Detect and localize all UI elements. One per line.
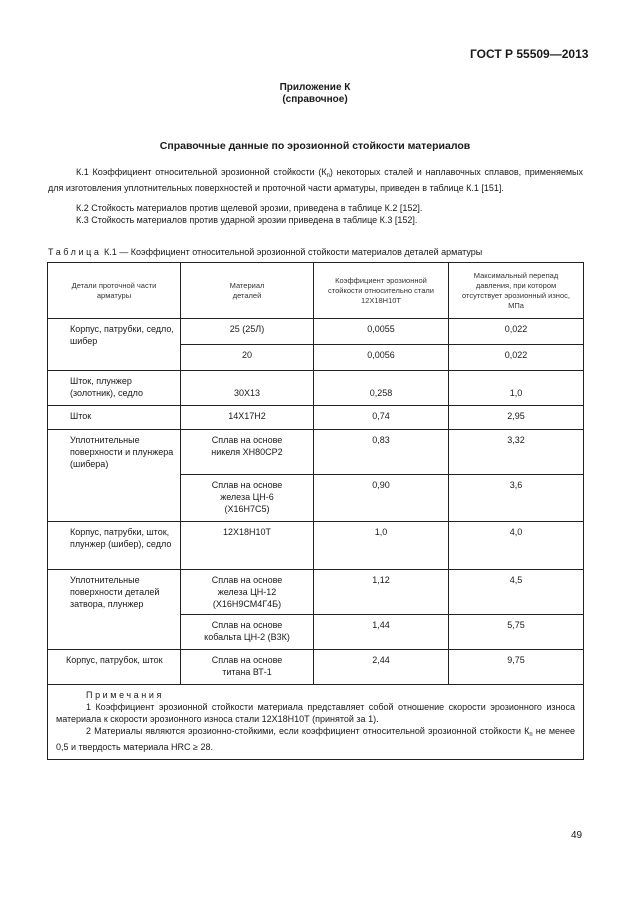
material-cell: 12Х18Н10Т [181,522,314,570]
pressure-cell: 4,0 [449,522,584,570]
header-coefficient: Коэффициент эрозионной стойкости относительно стали 12Х18Н10Т [314,263,449,319]
part-cell: Корпус, патрубок, шток [48,650,181,685]
paragraph-k1-subscript: п [326,173,330,179]
material-cell: Сплав на основе титана ВТ-1 [181,650,314,685]
material-cell: Сплав на основе никеля ХН80СР2 [181,430,314,475]
material-cell: 20 [181,345,314,371]
appendix-heading [0,82,630,106]
header-pressure: Максимальный перепад давления, при котором отсутствует эрозионный износ, МПа [449,263,584,319]
paragraph-k1-text-b: ) некоторых сталей и наплавочных сплавов, применяемых для изготовления уплотнительных поверхностей и проточной части арматуры, приведен в таблице К.1 [151]. [48,167,583,193]
note-2 [56,725,575,753]
notes-title: Примечания [86,690,164,700]
header-parts: Детали проточной части арматуры [48,263,181,319]
page-title: Справочные данные по эрозионной стойкости материалов [159,140,471,152]
appendix-title: Приложение К [279,82,351,93]
coef-cell: 1,44 [314,615,449,650]
pressure-cell: 1,0 [449,371,584,406]
table-caption-text: К.1 — Коэффициент относительной эрозионной стойкости материалов деталей арматуры [101,247,483,257]
table-row [48,650,584,685]
coef-cell: 0,74 [314,406,449,430]
paragraph-k1 [48,166,583,194]
table-row [48,406,584,430]
pressure-cell: 3,32 [449,430,584,475]
material-cell: 30Х13 [181,371,314,406]
part-cell: Шток, плунжер (золотник), седло [48,371,181,406]
pressure-cell: 0,022 [449,345,584,371]
part-cell: Шток [48,406,181,430]
material-cell: Сплав на основе железа ЦН-12 (Х16Н9СМ4Г4Б) [181,570,314,615]
table-row [48,371,584,406]
table-row [48,570,584,615]
part-cell: Уплотнительные поверхности деталей затвора, плунжер [48,570,181,650]
table-row [48,522,584,570]
material-cell: 14Х17Н2 [181,406,314,430]
table-caption-label: Таблица [48,247,102,257]
note-1: 1 Коэффициент эрозионной стойкости материала представляет собой отношение скорости эрозионного износа материала к скорости эрозионного износа стали 12Х18Н10Т (принятой за 1). [56,702,575,724]
part-cell: Корпус, патрубки, шток, плунжер (шибер), седло [48,522,181,570]
coef-cell: 0,258 [314,371,449,406]
paragraph-k3: К.3 Стойкость материалов против ударной эрозии приведена в таблице К.3 [152]. [76,215,418,225]
erosion-table [47,262,584,760]
paragraph-k2: К.2 Стойкость материалов против щелевой эрозии, приведена в таблице К.2 [152]. [76,203,423,213]
notes-row [48,685,584,760]
note-2-subscript: п [529,732,533,738]
note-2-text-a: 2 Материалы являются эрозионно-стойкими, если коэффициент относительной эрозионной стойкости К [86,726,530,736]
note-2-text-b: не менее 0,5 и твердость материала HRC ≥ 28. [56,726,575,752]
paragraph-k1-text-a: К.1 Коэффициент относительной эрозионной стойкости (К [76,167,327,177]
coef-cell: 2,44 [314,650,449,685]
pressure-cell: 5,75 [449,615,584,650]
material-cell: Сплав на основе железа ЦН-6 (Х16Н7С5) [181,475,314,522]
table-row [48,319,584,345]
table-caption [48,247,482,257]
coef-cell: 0,0055 [314,319,449,345]
appendix-subtitle: (справочное) [282,94,348,105]
page-number: 49 [571,830,583,841]
pressure-cell: 4,5 [449,570,584,615]
part-cell: Корпус, патрубки, седло, шибер [48,319,181,371]
pressure-cell: 2,95 [449,406,584,430]
table-header-row [48,263,584,319]
material-cell: 25 (25Л) [181,319,314,345]
table-notes [48,685,584,760]
pressure-cell: 3,6 [449,475,584,522]
coef-cell: 0,83 [314,430,449,475]
standard-number: ГОСТ Р 55509—2013 [470,47,589,61]
table-row [48,430,584,475]
pressure-cell: 0,022 [449,319,584,345]
material-cell: Сплав на основе кобальта ЦН-2 (В3К) [181,615,314,650]
pressure-cell: 9,75 [449,650,584,685]
coef-cell: 0,90 [314,475,449,522]
part-cell: Уплотнительные поверхности и плунжера (шибера) [48,430,181,522]
coef-cell: 1,12 [314,570,449,615]
coef-cell: 0,0056 [314,345,449,371]
coef-cell: 1,0 [314,522,449,570]
header-material: Материал деталей [181,263,314,319]
